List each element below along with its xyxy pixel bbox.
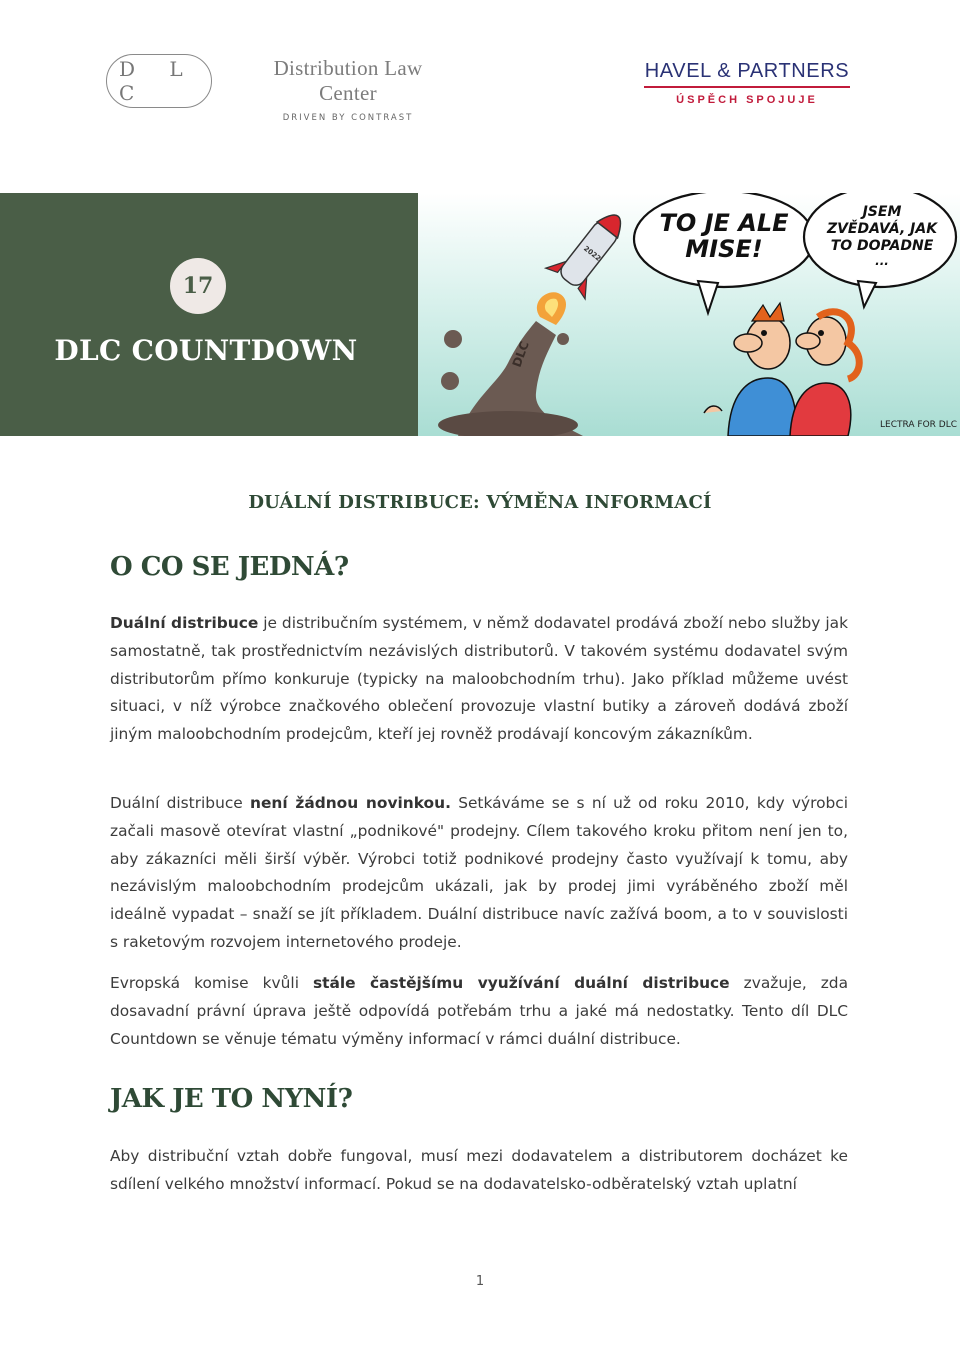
paragraph-3 (110, 970, 848, 1053)
dlc-monogram: D L C (106, 54, 212, 108)
hp-tagline: ÚSPĚCH SPOJUJE (676, 94, 818, 106)
paragraph-1-text: je distribučním systémem, v němž dodavatel prodává zboží nebo služby jak samostatně, tak prostřednictvím nezávislých distributorů. V takovém systému dodavatel svým distributorům přímo konkuruje (typicky na maloobchodním trhu). Jako příklad můžeme uvést situaci, v níž výrobce značkového oblečení provozuje vlastní butiky a zároveň dodává zboží jiným maloobchodním prodejcům, kteří jej rovněž prodávají koncovým zákazníkům. (110, 614, 848, 744)
paragraph-1 (110, 610, 848, 749)
paragraph-2-bold: není žádnou novinkou. (250, 794, 451, 812)
paragraph-4: Aby distribuční vztah dobře fungoval, musí mezi dodavatelem a distributorem docházet ke sdílení velkého množství informací. Pokud se na dodavatelsko-odběratelský vztah uplatní (110, 1147, 848, 1193)
paragraph-1-bold: Duální distribuce (110, 614, 259, 632)
page-number: 1 (475, 1274, 485, 1289)
svg-text:...: ... (875, 254, 889, 268)
banner-title: DLC COUNTDOWN (54, 334, 358, 367)
rocket-label: 2022 (582, 244, 603, 263)
svg-text:ZVĚDAVÁ, JAK: ZVĚDAVÁ, JAK (826, 221, 938, 237)
smoke-label: DLC (509, 339, 532, 370)
paragraph-2-start: Duální distribuce (110, 794, 251, 812)
svg-text:JSEM: JSEM (862, 204, 902, 220)
havel-partners-logo (644, 60, 850, 106)
paragraph-3-bold: stále častějšímu využívání duální distribuce (312, 974, 730, 992)
paragraph-2 (110, 790, 848, 957)
cartoon-credit: LECTRA FOR DLC (880, 420, 957, 430)
hp-name: HAVEL & PARTNERS (644, 60, 850, 88)
dlc-logo (106, 54, 212, 108)
document-title: DUÁLNÍ DISTRIBUCE: VÝMĚNA INFORMACÍ (248, 492, 712, 513)
paragraph-3-start: Evropská komise kvůli (110, 974, 313, 992)
svg-text:MISE!: MISE! (685, 235, 763, 263)
paragraph-3-text: zvažuje, zda dosavadní právní úprava ještě odpovídá potřebám trhu a jaké má nedostatky. Tento díl DLC Countdown se věnuje tématu výměny informací v rámci duální distribuce. (110, 974, 848, 1048)
section-heading-what-is-it: O CO SE JEDNÁ? (110, 552, 349, 582)
paragraph-2-text: Setkáváme se s ní už od roku 2010, kdy výrobci začali masově otevírat vlastní „podnikové" prodejny. Cílem takového kroku přitom není jen to, aby zákazníci měli širší výběr. Výrobci totiž podnikové prodejny často využívají k tomu, aby nezávislým maloobchodním prodejcům ukázali, jak by prodej jimi vyráběného zboží měl ideálně vypadat – snaží se jít příkladem. Duální distribuce navíc zažívá boom, a to v souvislosti s raketovým rozvojem internetového prodeje. (110, 794, 848, 951)
banner-panel (0, 193, 418, 436)
episode-number-badge: 17 (170, 258, 226, 314)
dlc-name: Distribution Law Center (273, 56, 423, 105)
svg-text:TO JE ALE: TO JE ALE (659, 209, 789, 237)
cartoon-illustration (418, 193, 960, 436)
dlc-wordmark (242, 56, 454, 123)
section-heading-current-state: JAK JE TO NYNÍ? (110, 1084, 353, 1114)
svg-text:TO DOPADNE: TO DOPADNE (830, 238, 934, 254)
dlc-tagline: DRIVEN BY CONTRAST (282, 113, 414, 123)
